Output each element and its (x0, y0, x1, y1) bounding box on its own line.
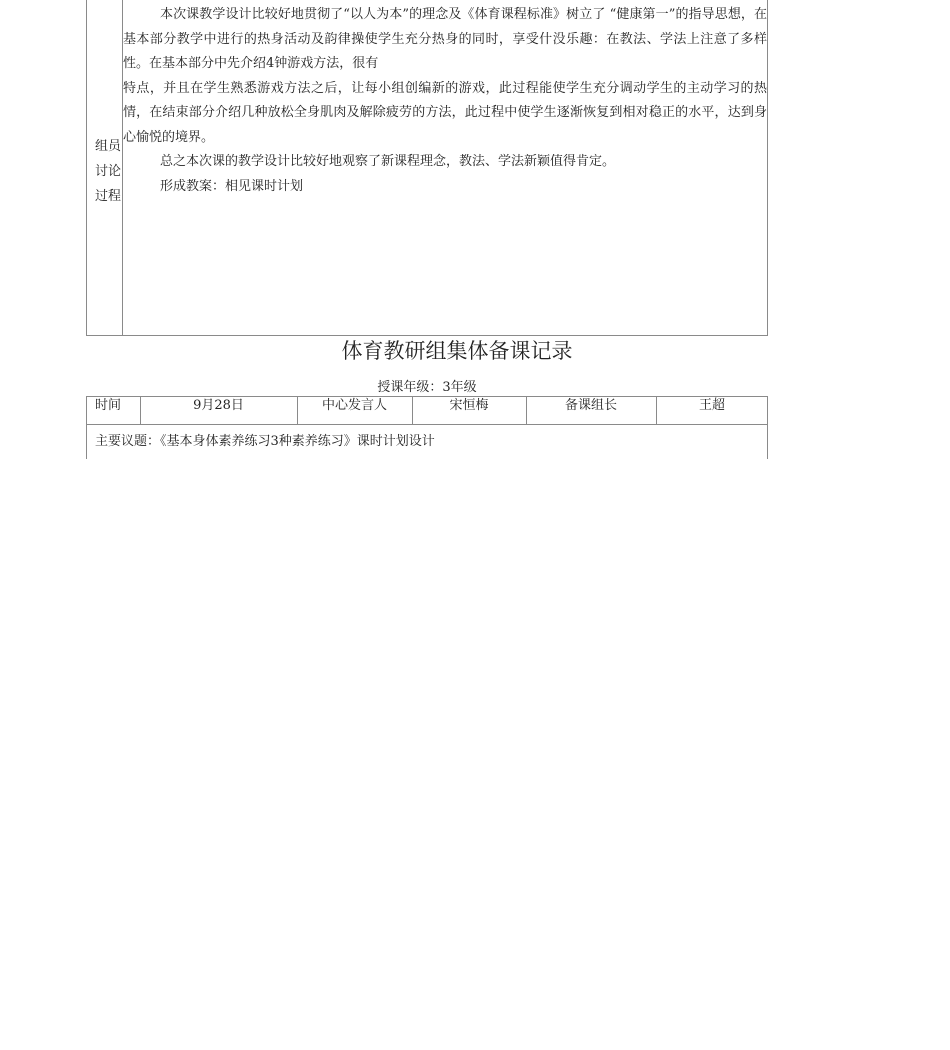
discussion-label (95, 134, 121, 209)
info-header-row (87, 396, 767, 425)
discussion-paragraph-3: 总之本次课的教学设计比较好地观察了新课程理念，教法、学法新颖值得肯定。 (160, 154, 616, 169)
label-line-3: 过程 (95, 189, 122, 204)
discussion-paragraph-4: 形成教案：相见课时计划 (160, 178, 304, 194)
record-title: 体育教研组集体备课记录 (341, 339, 573, 363)
speaker-value: 宋恒梅 (449, 398, 489, 413)
leader-label: 备课组长 (564, 398, 617, 413)
time-label: 时间 (95, 398, 122, 413)
discussion-body (123, 3, 767, 199)
label-line-1: 组员 (95, 139, 122, 154)
discussion-paragraph-1: 本次课教学设计比较好地贯彻了“以人为本”的理念及《体育课程标准》树立了 “健康第一”的指导思想，在基本部分教学中进行的热身活动及韵律操使学生充分热身的同时，享受什没乐趣：在教法、学法上注意了多样性。在基本部分中先介绍4钟游戏方法，很有 (123, 7, 767, 71)
discussion-label-cell (87, 0, 123, 335)
discussion-paragraph-2: 特点，并且在学生熟悉游戏方法之后，让每小组创编新的游戏，此过程能使学生充分调动学生的主动学习的热情，在结束部分介绍几种放松全身肌肉及解除疲劳的方法，此过程中使学生逐渐恢复到相对稳正的水平，达到身心愉悦的境界。 (123, 80, 767, 145)
grade-label: 授课年级：3年级 (377, 380, 477, 395)
discussion-table (86, 0, 768, 336)
record-info-table (86, 396, 768, 459)
leader-value: 王超 (698, 398, 725, 413)
time-value: 9月28日 (193, 398, 244, 413)
main-topic: 主要议题：《基本身体素养练习3种素养练习》课时计划设计 (95, 434, 435, 449)
document-page (86, 0, 768, 336)
label-line-2: 讨论 (95, 164, 122, 179)
speaker-label: 中心发言人 (321, 398, 387, 413)
